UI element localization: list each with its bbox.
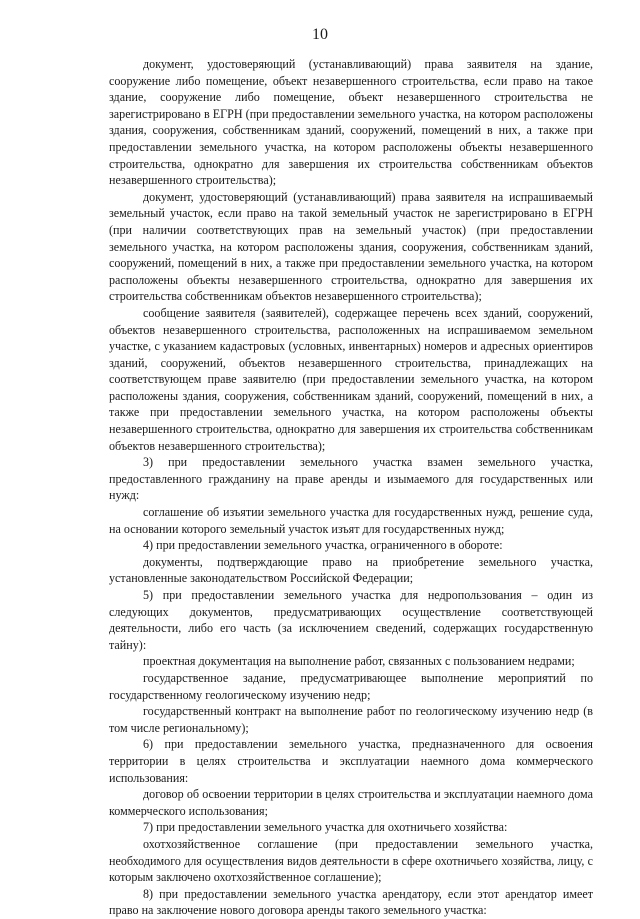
paragraph-item-8: 8) при предоставлении земельного участка арендатору, если этот арендатор имеет право на заключение нового договора аренды такого земельного участка: bbox=[109, 886, 593, 918]
paragraph-project-documentation: проектная документация на выполнение работ, связанных с пользованием недрами; bbox=[143, 654, 575, 669]
paragraph-state-assignment: государственное задание, предусматривающее выполнение мероприятий по государственному геологическому изучению недр; bbox=[109, 670, 593, 702]
paragraph-item-4: 4) при предоставлении земельного участка, ограниченного в обороте: bbox=[143, 538, 503, 553]
paragraph-ownership-building-document: документ, удостоверяющий (устанавливающий) права заявителя на здание, сооружение либо помещение, объект незавершенного строительства, если право на такое здание, сооружение либо помещение, объект незавершенного строительства не зарегистрировано в ЕГРН (при предоставлении земельного участка, на котором расположены здания, сооружения, собственникам зданий, сооружений, помещений в них, а также при предоставлении земельного участка, на котором расположены объекты незавершенного строительства, однократно для завершения их строительства собственникам объектов незавершенного строительства); bbox=[109, 57, 593, 188]
paragraph-seizure-agreement: соглашение об изъятии земельного участка для государственных нужд, решение суда, на основании которого земельный участок изъят для государственных нужд; bbox=[109, 505, 593, 536]
paragraph-rights-documents: документы, подтверждающие право на приобретение земельного участка, установленные законодательством Российской Федерации; bbox=[109, 554, 593, 586]
paragraph-development-agreement: договор об освоении территории в целях строительства и эксплуатации наемного дома коммерческого использования; bbox=[109, 787, 593, 818]
paragraph-applicant-message: сообщение заявителя (заявителей), содержащее перечень всех зданий, сооружений, объектов незавершенного строительства, расположенных на испрашиваемом земельном участке, с указанием кадастровых (условных, инвентарных) номеров и адресных ориентиров зданий, сооружений, объектов незавершенного строительства, принадлежащих на соответствующем праве заявителю (при предоставлении земельного участка, на котором расположены здания, сооружения, собственникам зданий, сооружений, помещений в них, а также при предоставлении земельного участка, на котором расположены объекты незавершенного строительства, однократно для завершения их строительства собственникам объектов незавершенного строительства); bbox=[109, 305, 593, 453]
paragraph-item-3: 3) при предоставлении земельного участка взамен земельного участка, предоставленного гражданину на праве аренды и изымаемого для государственных или нужд: bbox=[109, 455, 593, 503]
document-body bbox=[109, 56, 593, 919]
paragraph-ownership-land-document: документ, удостоверяющий (устанавливающий) права заявителя на испрашиваемый земельный участок, если право на такой земельный участок не зарегистрировано в ЕГРН (при наличии соответствующих прав на земельный участок) (при предоставлении земельного участка, на котором расположены здания, сооружения, собственникам зданий, сооружений, помещений в них, а также при предоставлении земельного участка, на котором расположены объекты незавершенного строительства, однократно для завершения их строительства собственникам объектов незавершенного строительства); bbox=[109, 189, 593, 304]
paragraph-state-contract: государственный контракт на выполнение работ по геологическому изучению недр (в том числе региональному); bbox=[109, 704, 593, 735]
page-number: 10 bbox=[312, 26, 328, 43]
paragraph-hunting-agreement: охотхозяйственное соглашение (при предоставлении земельного участка, необходимого для осуществления видов деятельности в сфере охотничьего хозяйства, лицу, с которым заключено охотхозяйственное соглашение); bbox=[109, 836, 593, 885]
paragraph-item-6: 6) при предоставлении земельного участка, предназначенного для освоения территории в целях строительства и эксплуатации наемного дома коммерческого использования: bbox=[109, 737, 593, 785]
paragraph-item-5: 5) при предоставлении земельного участка для недропользования – один из следующих документов, предусматривающих осуществление соответствующей деятельности, либо его часть (за исключением сведений, содержащих государственную тайну): bbox=[109, 588, 593, 652]
paragraph-item-7: 7) при предоставлении земельного участка для охотничьего хозяйства: bbox=[143, 820, 508, 835]
